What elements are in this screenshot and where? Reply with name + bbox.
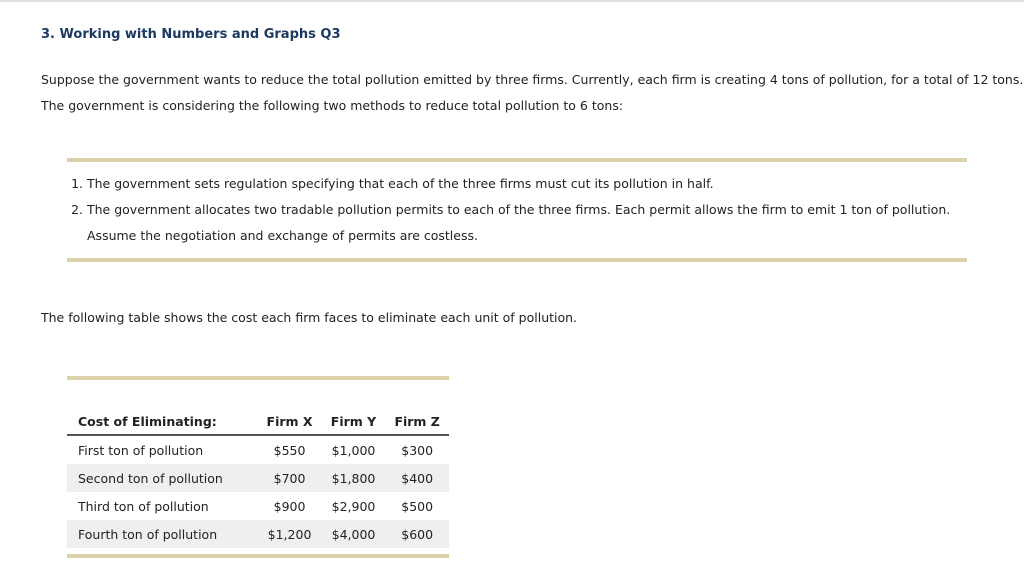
intro-paragraph: Suppose the government wants to reduce the total pollution emitted by three firms. Currently, each firm is creating 4 tons of pollution, for a total of 12 tons. The government is considering the following two methods to reduce total pollution to 6 tons: — [41, 72, 1024, 113]
cell: $300 — [401, 442, 434, 458]
method-item: 1. The government sets regulation specifying that each of the three firms must cut its pollution in half. — [87, 171, 967, 197]
methods-list — [67, 171, 967, 249]
header-cell: Firm Z — [385, 408, 449, 435]
header-cell: Cost of Eliminating: — [67, 408, 257, 435]
cell: $550 — [273, 442, 306, 458]
header-cell: Firm X — [257, 408, 321, 435]
method-item: 2. The government allocates two tradable pollution permits to each of the three firms. Each permit allows the firm to emit 1 ton of pollution. Assume the negotiation and exchange of permits are costless. — [87, 197, 967, 249]
cell: $1,000 — [331, 442, 376, 458]
divider — [67, 258, 967, 262]
table-intro: The following table shows the cost each firm faces to eliminate each unit of pollution. — [41, 310, 578, 325]
table-row — [67, 464, 449, 492]
cell: $4,000 — [322, 520, 386, 548]
cell: Second ton of pollution — [67, 464, 257, 492]
table-row — [67, 435, 449, 464]
divider — [67, 376, 449, 380]
header-cell: Firm Y — [322, 408, 386, 435]
cell: First ton of pollution — [78, 442, 204, 458]
cell: Third ton of pollution — [78, 498, 209, 514]
question-title: 3. Working with Numbers and Graphs Q3 — [41, 27, 341, 42]
cell: $400 — [385, 464, 449, 492]
cell: $2,900 — [331, 498, 376, 514]
cell: $500 — [401, 498, 434, 514]
table-row — [67, 492, 449, 520]
divider — [67, 158, 967, 162]
cell: Fourth ton of pollution — [67, 520, 257, 548]
cost-table — [67, 408, 449, 548]
cell: $1,200 — [257, 520, 321, 548]
cell: $600 — [385, 520, 449, 548]
cell: $700 — [257, 464, 321, 492]
cell: $1,800 — [322, 464, 386, 492]
cell: $900 — [273, 498, 306, 514]
table-row — [67, 520, 449, 548]
divider — [67, 554, 449, 558]
